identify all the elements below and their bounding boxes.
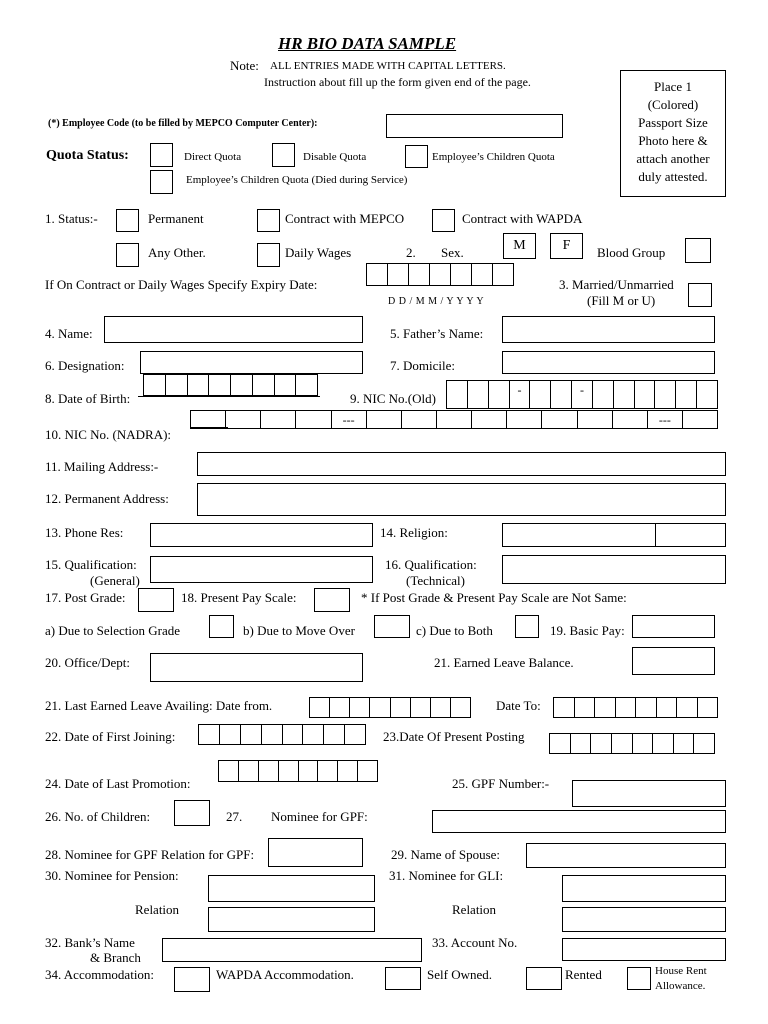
gli-relation-label: Relation xyxy=(452,902,497,917)
date-to-label: Date To: xyxy=(496,698,541,713)
children-label: 26. No. of Children: xyxy=(45,809,151,824)
accommodation-label: 34. Accommodation: xyxy=(45,967,155,982)
married-input[interactable] xyxy=(688,283,712,307)
qualification-general-label: 15. Qualification: xyxy=(45,557,137,572)
father-name-label: 5. Father’s Name: xyxy=(390,326,484,341)
photo-line-5: attach another xyxy=(636,151,710,166)
children-quota-label: Employee’s Children Quota xyxy=(432,151,555,163)
nominee-pension-input[interactable] xyxy=(208,875,375,902)
nic-new-cells[interactable]: --- --- xyxy=(190,410,718,429)
sex-male-option[interactable]: M xyxy=(503,233,536,259)
wapda-accommodation-label: WAPDA Accommodation. xyxy=(216,967,354,982)
page-title: HR BIO DATA SAMPLE xyxy=(278,34,457,53)
permanent-label: Permanent xyxy=(148,211,204,226)
self-owned-label: Self Owned. xyxy=(427,967,492,982)
basic-pay-label: 19. Basic Pay: xyxy=(550,623,625,638)
children-died-quota-label: Employee’s Children Quota (Died during Service) xyxy=(186,174,408,186)
qualification-technical-label: 16. Qualification: xyxy=(385,557,477,572)
designation-input[interactable] xyxy=(140,351,363,374)
qualification-general-input[interactable] xyxy=(150,556,373,583)
selection-grade-label: a) Due to Selection Grade xyxy=(45,623,181,638)
nominee-gli-input[interactable] xyxy=(562,875,726,902)
rented-checkbox[interactable] xyxy=(526,967,562,990)
leave-from-cells[interactable] xyxy=(309,697,471,718)
office-dept-label: 20. Office/Dept: xyxy=(45,655,130,670)
sex-female-option[interactable]: F xyxy=(550,233,583,259)
basic-pay-input[interactable] xyxy=(632,615,715,638)
dob-cells[interactable] xyxy=(143,374,318,396)
account-label: 33. Account No. xyxy=(432,935,518,950)
designation-label: 6. Designation: xyxy=(45,358,125,373)
pay-scale-label: 18. Present Pay Scale: xyxy=(181,590,297,605)
gpf-number-label: 25. GPF Number:- xyxy=(452,776,550,791)
earned-leave-input[interactable] xyxy=(632,647,715,675)
leave-from-label: 21. Last Earned Leave Availing: Date from. xyxy=(45,698,273,713)
house-rent-sub-label: Allowance. xyxy=(655,980,706,992)
due-both-label: c) Due to Both xyxy=(416,623,493,638)
account-input[interactable] xyxy=(562,938,726,961)
expiry-date-cells[interactable] xyxy=(366,263,514,286)
post-grade-input[interactable] xyxy=(138,588,174,612)
domicile-input[interactable] xyxy=(502,351,715,374)
contract-mepco-checkbox[interactable] xyxy=(257,209,280,232)
spouse-label: 29. Name of Spouse: xyxy=(391,847,501,862)
married-hint: (Fill M or U) xyxy=(587,293,656,308)
any-other-checkbox[interactable] xyxy=(116,243,139,267)
contract-expiry-label: If On Contract or Daily Wages Specify Expiry Date: xyxy=(45,277,318,292)
phone-label: 13. Phone Res: xyxy=(45,525,124,540)
direct-quota-label: Direct Quota xyxy=(184,151,242,163)
employee-code-label: (*) Employee Code (to be filled by MEPCO Computer Center): xyxy=(48,118,318,129)
rented-label: Rented xyxy=(565,967,602,982)
photo-line-1: Place 1 xyxy=(654,79,692,94)
first-joining-cells[interactable] xyxy=(198,724,366,745)
last-promotion-cells[interactable] xyxy=(218,760,378,782)
nic-old-cells[interactable]: - - xyxy=(446,380,718,409)
contract-mepco-label: Contract with MEPCO xyxy=(285,211,405,226)
mailing-address-input[interactable] xyxy=(197,452,726,476)
father-name-input[interactable] xyxy=(502,316,715,343)
sex-number: 2. xyxy=(406,245,416,260)
pay-scale-input[interactable] xyxy=(314,588,350,612)
pension-relation-label: Relation xyxy=(135,902,180,917)
nic-old-label: 9. NIC No.(Old) xyxy=(350,391,436,406)
disable-quota-label: Disable Quota xyxy=(303,151,367,163)
gli-relation-input[interactable] xyxy=(562,907,726,932)
photo-line-3: Passport Size xyxy=(638,115,708,130)
blood-group-label: Blood Group xyxy=(597,245,666,260)
permanent-address-input[interactable] xyxy=(197,483,726,516)
photo-line-6: duly attested. xyxy=(638,169,708,184)
permanent-address-label: 12. Permanent Address: xyxy=(45,491,169,506)
daily-wages-label: Daily Wages xyxy=(285,245,352,260)
status-label: 1. Status:- xyxy=(45,211,98,226)
selection-grade-checkbox[interactable] xyxy=(209,615,234,638)
religion-label: 14. Religion: xyxy=(380,525,448,540)
move-over-checkbox[interactable] xyxy=(374,615,410,638)
wapda-accommodation-checkbox[interactable] xyxy=(174,967,210,992)
post-grade-label: 17. Post Grade: xyxy=(45,590,126,605)
nominee-relation-input[interactable] xyxy=(268,838,363,867)
due-both-checkbox[interactable] xyxy=(515,615,539,638)
bank-name-label: 32. Bank’s Name xyxy=(45,935,135,950)
move-over-label: b) Due to Move Over xyxy=(243,623,355,638)
nominee-relation-label: 28. Nominee for GPF Relation for GPF: xyxy=(45,847,255,862)
present-posting-cells[interactable] xyxy=(549,733,715,754)
disable-quota-checkbox[interactable] xyxy=(272,143,295,167)
last-promotion-label: 24. Date of Last Promotion: xyxy=(45,776,191,791)
bank-branch-label: & Branch xyxy=(90,950,141,965)
children-quota-checkbox[interactable] xyxy=(405,145,428,168)
any-other-label: Any Other. xyxy=(148,245,206,260)
photo-line-4: Photo here & xyxy=(638,133,708,148)
first-joining-label: 22. Date of First Joining: xyxy=(45,729,176,744)
bank-name-input[interactable] xyxy=(162,938,422,962)
nic-new-label: 10. NIC No. (NADRA): xyxy=(45,427,172,442)
pension-relation-input[interactable] xyxy=(208,907,375,932)
children-died-quota-checkbox[interactable] xyxy=(150,170,173,194)
present-posting-label: 23.Date Of Present Posting xyxy=(383,729,525,744)
direct-quota-checkbox[interactable] xyxy=(150,143,173,167)
name-label: 4. Name: xyxy=(45,326,93,341)
blood-group-input[interactable] xyxy=(685,238,711,263)
children-input[interactable] xyxy=(174,800,210,826)
dob-label: 8. Date of Birth: xyxy=(45,391,131,406)
name-input[interactable] xyxy=(104,316,363,343)
qualification-technical-input[interactable] xyxy=(502,555,726,584)
self-owned-checkbox[interactable] xyxy=(385,967,421,990)
mailing-address-label: 11. Mailing Address:- xyxy=(45,459,159,474)
not-same-label: * If Post Grade & Present Pay Scale are Not Same: xyxy=(361,590,627,605)
dob-underline xyxy=(138,396,320,397)
contract-wapda-label: Contract with WAPDA xyxy=(462,211,583,226)
qualification-general-sub: (General) xyxy=(90,573,140,588)
quota-label: Quota Status: xyxy=(46,148,129,163)
date-format-hint: D D / M M / Y Y Y Y xyxy=(388,296,485,307)
note-label: Note: xyxy=(230,58,259,73)
instruction-text: Instruction about fill up the form given end of the page. xyxy=(264,75,531,89)
house-rent-checkbox[interactable] xyxy=(627,967,651,990)
nominee-gpf-input[interactable] xyxy=(432,810,726,833)
office-dept-input[interactable] xyxy=(150,653,363,682)
house-rent-label: House Rent xyxy=(655,965,707,977)
nominee-pension-label: 30. Nominee for Pension: xyxy=(45,868,179,883)
gpf-number-input[interactable] xyxy=(572,780,726,807)
photo-line-2: (Colored) xyxy=(647,97,699,112)
employee-code-input[interactable] xyxy=(386,114,563,138)
photo-placeholder[interactable] xyxy=(620,70,726,197)
nominee-gpf-label: Nominee for GPF: xyxy=(271,809,368,824)
qualification-technical-sub: (Technical) xyxy=(406,573,465,588)
religion-input[interactable] xyxy=(502,523,726,547)
nominee-gli-label: 31. Nominee for GLI: xyxy=(389,868,504,883)
date-to-cells[interactable] xyxy=(553,697,718,718)
domicile-label: 7. Domicile: xyxy=(390,358,455,373)
phone-input[interactable] xyxy=(150,523,373,547)
permanent-checkbox[interactable] xyxy=(116,209,139,232)
married-label: 3. Married/Unmarried xyxy=(559,277,674,292)
religion-divider xyxy=(655,524,656,546)
sex-label: Sex. xyxy=(441,245,464,260)
contract-wapda-checkbox[interactable] xyxy=(432,209,455,232)
note-text: ALL ENTRIES MADE WITH CAPITAL LETTERS. xyxy=(270,60,506,72)
nominee-gpf-number: 27. xyxy=(226,809,243,824)
earned-leave-label: 21. Earned Leave Balance. xyxy=(434,655,574,670)
daily-wages-checkbox[interactable] xyxy=(257,243,280,267)
spouse-input[interactable] xyxy=(526,843,726,868)
